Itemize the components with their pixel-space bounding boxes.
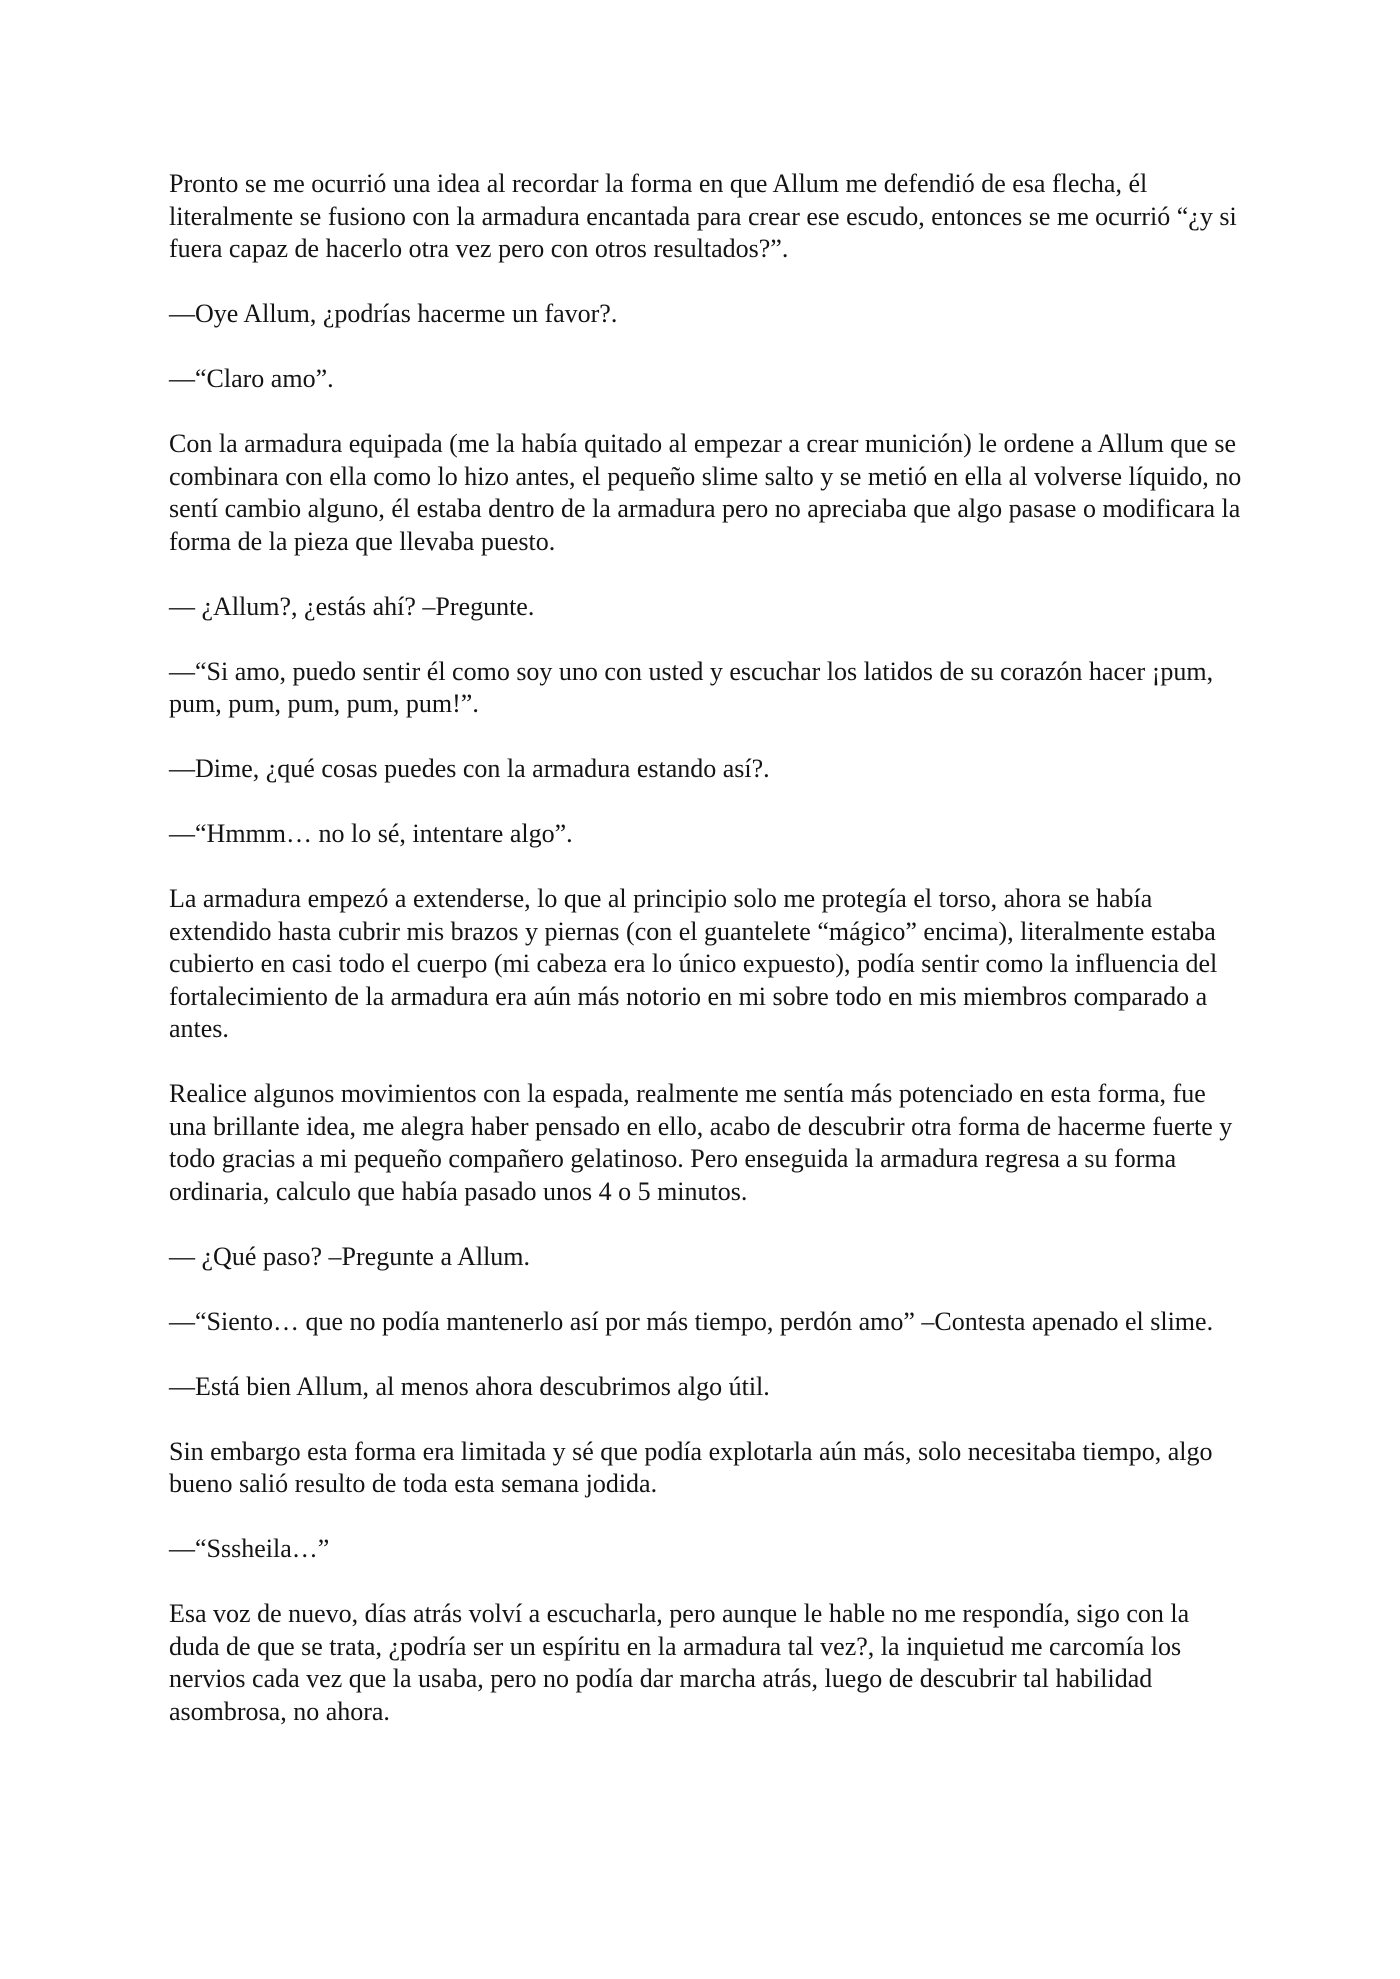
paragraph-9: La armadura empezó a extenderse, lo que al principio solo me protegía el torso, ahora se había extendido hasta cubrir mis brazos y piernas (con el guantelete “mágico” encima), literalmente estaba cubierto en casi todo el cuerpo (mi cabeza era lo único expuesto), podía sentir como la influencia del fortalecimiento de la armadura era aún más notorio en mi sobre todo en mis miembros comparado a antes. [169,884,1218,1043]
paragraph-7: —Dime, ¿qué cosas puedes con la armadura estando así?. [169,754,770,783]
paragraph-16: Esa voz de nuevo, días atrás volví a escucharla, pero aunque le hable no me respondía, sigo con la duda de que se trata, ¿podría ser un espíritu en la armadura tal vez?, la inquietud me carcomía los nervios cada vez que la usaba, pero no podía dar marcha atrás, luego de descubrir tal habilidad asombrosa, no ahora. [169,1599,1190,1726]
paragraph-10: Realice algunos movimientos con la espada, realmente me sentía más potenciado en esta forma, fue una brillante idea, me alegra haber pensado en ello, acabo de descubrir otra forma de hacerme fuerte y todo gracias a mi pequeño compañero gelatinoso. Pero enseguida la armadura regresa a su forma ordinaria, calculo que había pasado unos 4 o 5 minutos. [169,1079,1233,1206]
paragraph-2: —Oye Allum, ¿podrías hacerme un favor?. [169,299,618,328]
paragraph-5: — ¿Allum?, ¿estás ahí? –Pregunte. [169,591,535,621]
paragraph-6: —“Si amo, puedo sentir él como soy uno con usted y escuchar los latidos de su corazón hacer ¡pum, pum, pum, pum, pum, pum!”. [169,656,1214,718]
paragraph-8: —“Hmmm… no lo sé, intentare algo”. [169,819,573,848]
paragraph-1: Pronto se me ocurrió una idea al recordar la forma en que Allum me defendió de esa flecha, él literalmente se fusiono con la armadura encantada para crear ese escudo, entonces se me ocurrió “¿y si fuera capaz de hacerlo otra vez pero con otros resultados?”. [169,169,1237,263]
paragraph-14: Sin embargo esta forma era limitada y sé que podía explotarla aún más, solo necesitaba tiempo, algo bueno salió resulto de toda esta semana jodida. [169,1436,1213,1498]
paragraph-15: —“Sssheila…” [169,1534,330,1563]
paragraph-13: —Está bien Allum, al menos ahora descubrimos algo útil. [169,1371,770,1401]
paragraph-4: Con la armadura equipada (me la había quitado al empezar a crear munición) le ordene a Allum que se combinara con ella como lo hizo antes, el pequeño slime salto y se metió en ella al volverse líquido, no sentí cambio alguno, él estaba dentro de la armadura pero no apreciaba que algo pasase o modificara la forma de la pieza que llevaba puesto. [169,429,1242,556]
document-body [169,168,1244,1761]
paragraph-12: —“Siento… que no podía mantenerlo así por más tiempo, perdón amo” –Contesta apenado el slime. [169,1306,1214,1336]
paragraph-11: — ¿Qué paso? –Pregunte a Allum. [169,1241,531,1271]
paragraph-3: —“Claro amo”. [169,364,334,393]
